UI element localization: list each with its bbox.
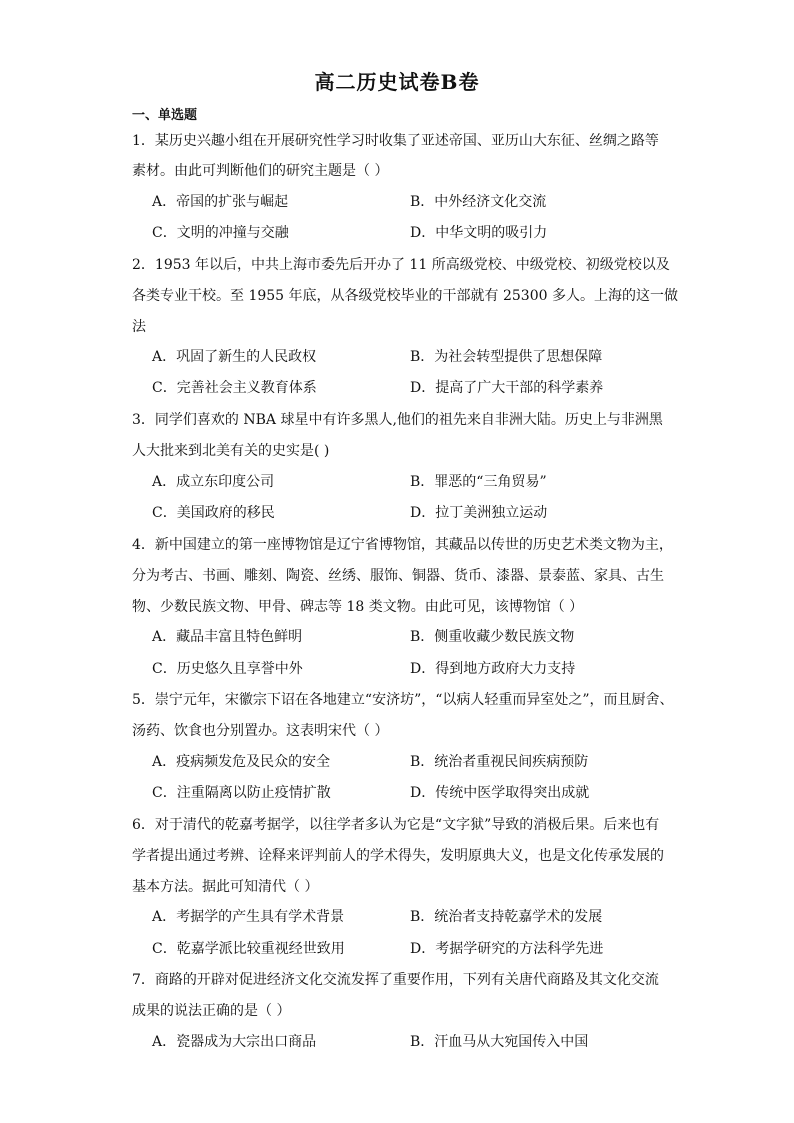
- question-3-line-1: 3．同学们喜欢的 NBA 球星中有许多黑人,他们的祖先来自非洲大陆。历史上与非洲黑: [132, 412, 663, 428]
- question-6-option-c: C．乾嘉学派比较重视经世致用: [152, 941, 345, 957]
- section-heading: 一、单选题: [132, 108, 198, 123]
- question-7-option-b: B．汗血马从大宛国传入中国: [410, 1034, 589, 1050]
- question-4-line-1: 4．新中国建立的第一座博物馆是辽宁省博物馆，其藏品以传世的历史艺术类文物为主，: [132, 537, 673, 553]
- question-2-option-c: C．完善社会主义教育体系: [152, 380, 317, 396]
- question-6-option-b: B．统治者支持乾嘉学术的发展: [410, 909, 603, 925]
- question-3-option-d: D．拉丁美洲独立运动: [410, 505, 548, 521]
- question-1-option-b: B．中外经济文化交流: [410, 194, 547, 210]
- question-6-option-d: D．考据学研究的方法科学先进: [410, 941, 604, 957]
- question-5-line-2: 汤药、饮食也分别置办。这表明宋代（ ）: [132, 723, 389, 739]
- question-2-line-1: 2．1953 年以后，中共上海市委先后开办了 11 所高级党校、中级党校、初级党校以及: [132, 257, 670, 273]
- question-5-option-d: D．传统中医学取得突出成就: [410, 785, 590, 801]
- question-2-option-d: D．提高了广大干部的科学素养: [410, 380, 604, 396]
- question-1-line-2: 素材。由此可判断他们的研究主题是（ ）: [132, 163, 389, 179]
- question-4-option-d: D．得到地方政府大力支持: [410, 661, 576, 677]
- question-5-option-b: B．统治者重视民间疾病预防: [410, 754, 589, 770]
- question-1-line-1: 1．某历史兴趣小组在开展研究性学习时收集了亚述帝国、亚历山大东征、丝绸之路等: [132, 133, 659, 149]
- question-4-option-a: A．藏品丰富且特色鲜明: [152, 629, 303, 645]
- question-5-option-c: C．注重隔离以防止疫情扩散: [152, 785, 331, 801]
- question-6-option-a: A．考据学的产生具有学术背景: [152, 909, 345, 925]
- question-3-line-2: 人大批来到北美有关的史实是( ): [132, 443, 330, 459]
- question-1-option-a: A．帝国的扩张与崛起: [152, 194, 289, 210]
- question-7-line-2: 成果的说法正确的是（ ）: [132, 1003, 291, 1019]
- question-6-line-2: 学者提出通过考辨、诠释来评判前人的学术得失，发明原典大义，也是文化传承发展的: [132, 848, 664, 864]
- question-4-option-b: B．侧重收藏少数民族文物: [410, 629, 575, 645]
- question-2-line-3: 法: [132, 319, 146, 335]
- question-7-line-1: 7．商路的开辟对促进经济文化交流发挥了重要作用，下列有关唐代商路及其文化交流: [132, 972, 659, 988]
- question-7-option-a: A．瓷器成为大宗出口商品: [152, 1034, 317, 1050]
- question-2-option-a: A．巩固了新生的人民政权: [152, 349, 317, 365]
- question-3-option-a: A．成立东印度公司: [152, 474, 275, 490]
- question-4-line-2: 分为考古、书画、雕刻、陶瓷、丝绣、服饰、铜器、货币、漆器、景泰蓝、家具、古生: [132, 568, 664, 584]
- question-3-option-c: C．美国政府的移民: [152, 505, 275, 521]
- question-1-option-d: D．中华文明的吸引力: [410, 225, 548, 241]
- question-3-option-b: B．罪恶的“三角贸易”: [410, 474, 547, 490]
- question-2-line-2: 各类专业干校。至 1955 年底，从各级党校毕业的干部就有 25300 多人。上海的这一做: [132, 288, 678, 304]
- page-title: 高二历史试卷B卷: [314, 70, 480, 94]
- question-4-option-c: C．历史悠久且享誉中外: [152, 661, 303, 677]
- question-4-line-3: 物、少数民族文物、甲骨、碑志等 18 类文物。由此可见，该博物馆（ ）: [132, 599, 584, 615]
- question-5-line-1: 5．崇宁元年，宋徽宗下诏在各地建立“安济坊”，“以病人轻重而异室处之”，而且厨舍、: [132, 692, 674, 708]
- question-1-option-c: C．文明的冲撞与交融: [152, 225, 289, 241]
- question-6-line-1: 6．对于清代的乾嘉考据学，以往学者多认为它是“文字狱”导致的消极后果。后来也有: [132, 817, 660, 833]
- question-5-option-a: A．疫病频发危及民众的安全: [152, 754, 331, 770]
- question-2-option-b: B．为社会转型提供了思想保障: [410, 349, 603, 365]
- question-6-line-3: 基本方法。据此可知清代（ ）: [132, 879, 319, 895]
